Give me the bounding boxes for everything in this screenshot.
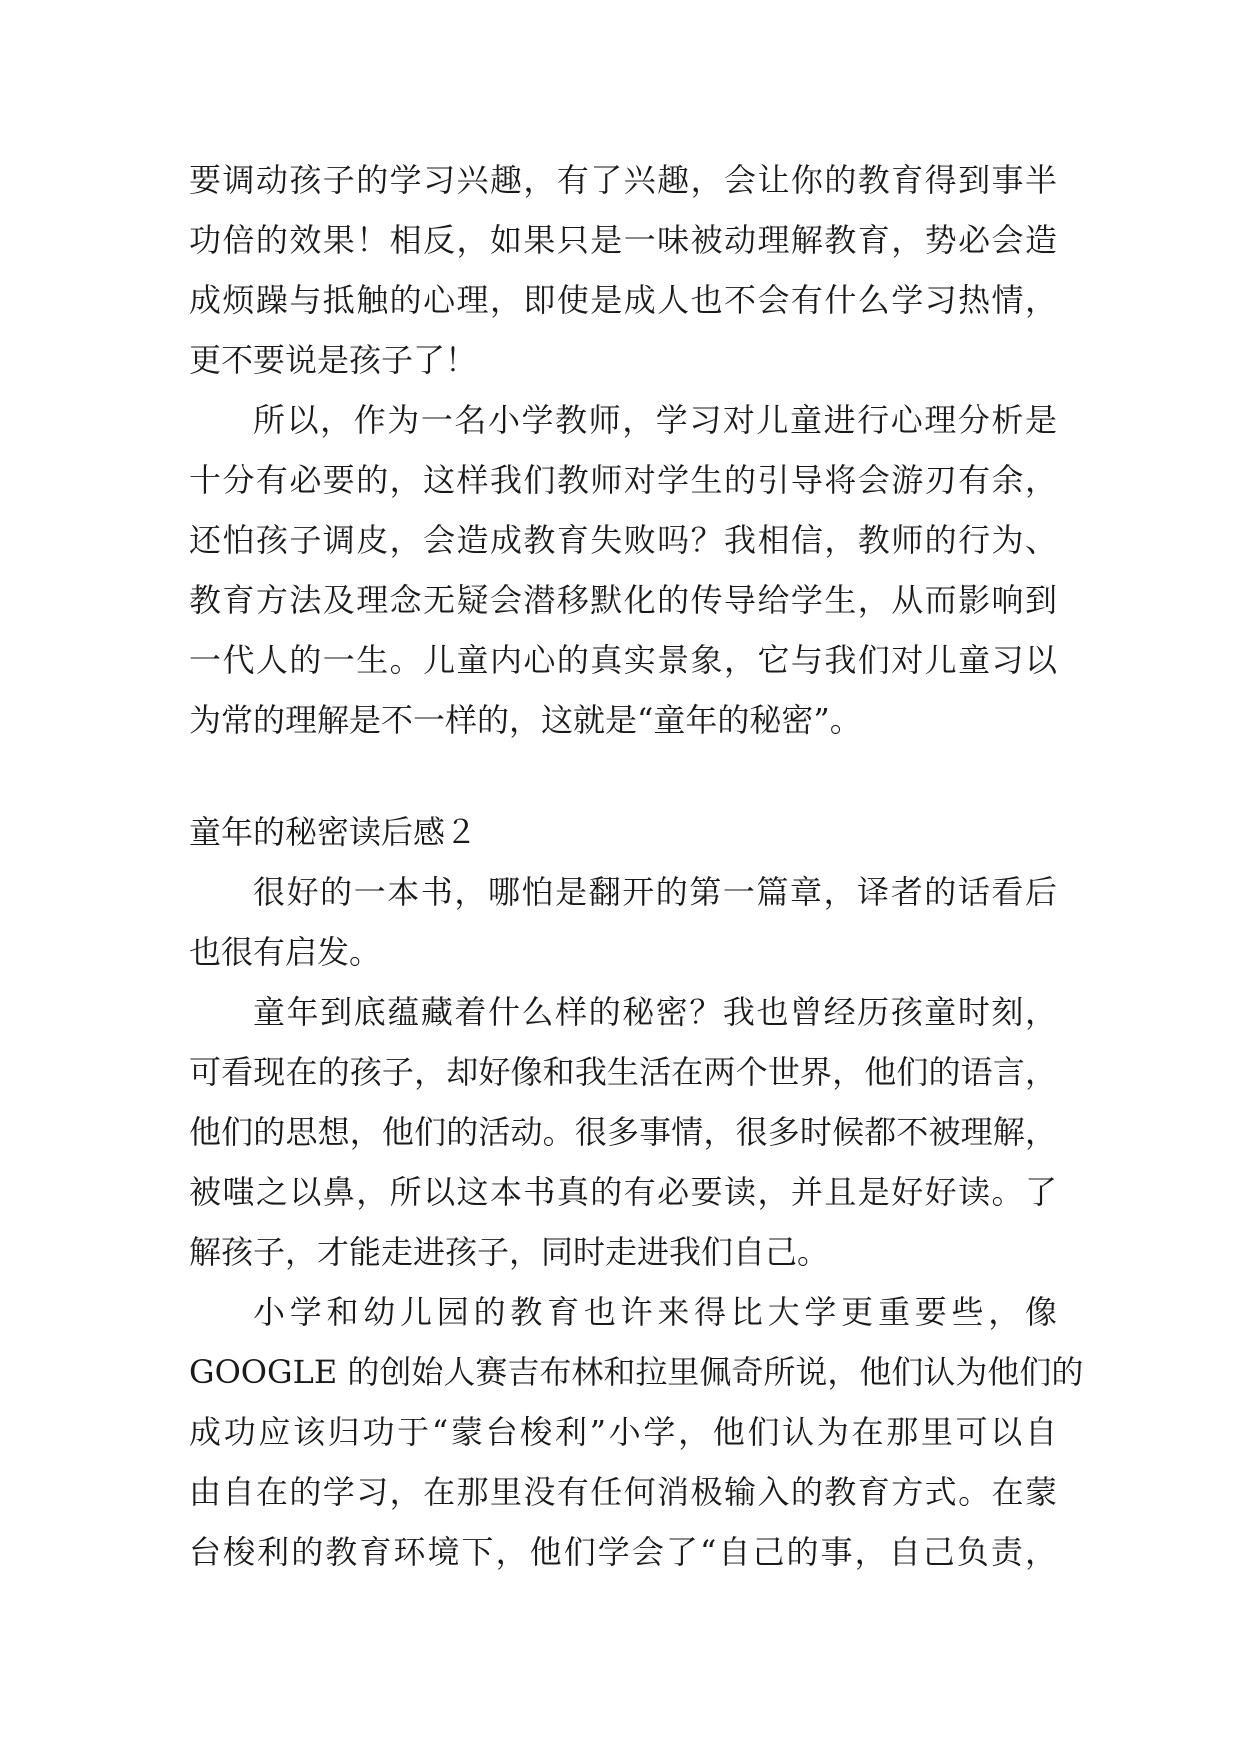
text-line: 成烦躁与抵触的心理，即使是成人也不会有什么学习热情， — [189, 281, 1057, 319]
text-line: 为常的理解是不一样的，这就是“童年的秘密”。 — [189, 701, 862, 739]
text-line: 所以，作为一名小学教师，学习对儿童进行心理分析是 — [253, 401, 1057, 439]
paragraph-5 — [189, 1282, 1084, 1582]
text-line: 他们的思想，他们的活动。很多事情，很多时候都不被理解， — [189, 1113, 1057, 1151]
paragraph-3 — [189, 862, 1057, 982]
paragraph-2 — [189, 390, 1057, 750]
text-line: 教育方法及理念无疑会潜移默化的传导给学生，从而影响到 — [189, 581, 1057, 619]
section-spacer — [189, 750, 1057, 802]
text-line: GOOGLE 的创始人赛吉布林和拉里佩奇所说，他们认为他们的 — [189, 1353, 1084, 1391]
paragraph-4 — [189, 982, 1057, 1282]
paragraph-1 — [189, 150, 1057, 390]
document-body — [189, 150, 1084, 1582]
text-line: 要调动孩子的学习兴趣，有了兴趣，会让你的教育得到事半 — [189, 161, 1057, 199]
text-line: 一代人的一生。儿童内心的真实景象，它与我们对儿童习以 — [189, 641, 1057, 679]
text-line: 可看现在的孩子，却好像和我生活在两个世界，他们的语言， — [189, 1053, 1057, 1091]
text-line: 小学和幼儿园的教育也许来得比大学更重要些，像 — [253, 1293, 1057, 1331]
text-line: 童年到底蕴藏着什么样的秘密？我也曾经历孩童时刻， — [253, 993, 1057, 1031]
section-heading: 童年的秘密读后感２ — [189, 813, 478, 851]
text-line: 功倍的效果！相反，如果只是一味被动理解教育，势必会造 — [189, 221, 1057, 259]
text-line: 台梭利的教育环境下，他们学会了“自己的事，自己负责， — [189, 1533, 1057, 1571]
text-line: 被嗤之以鼻，所以这本书真的有必要读，并且是好好读。了 — [189, 1173, 1057, 1211]
text-line: 成功应该归功于“蒙台梭利”小学，他们认为在那里可以自 — [189, 1413, 1057, 1451]
text-line: 由自在的学习，在那里没有任何消极输入的教育方式。在蒙 — [189, 1473, 1057, 1511]
text-line: 还怕孩子调皮，会造成教育失败吗？我相信，教师的行为、 — [189, 521, 1057, 559]
text-line: 很好的一本书，哪怕是翻开的第一篇章，译者的话看后 — [253, 873, 1057, 911]
text-line: 也很有启发。 — [189, 933, 382, 971]
text-line: 十分有必要的，这样我们教师对学生的引导将会游刃有余， — [189, 461, 1057, 499]
text-line: 解孩子，才能走进孩子，同时走进我们自己。 — [189, 1233, 830, 1271]
text-line: 更不要说是孩子了！ — [189, 341, 478, 379]
